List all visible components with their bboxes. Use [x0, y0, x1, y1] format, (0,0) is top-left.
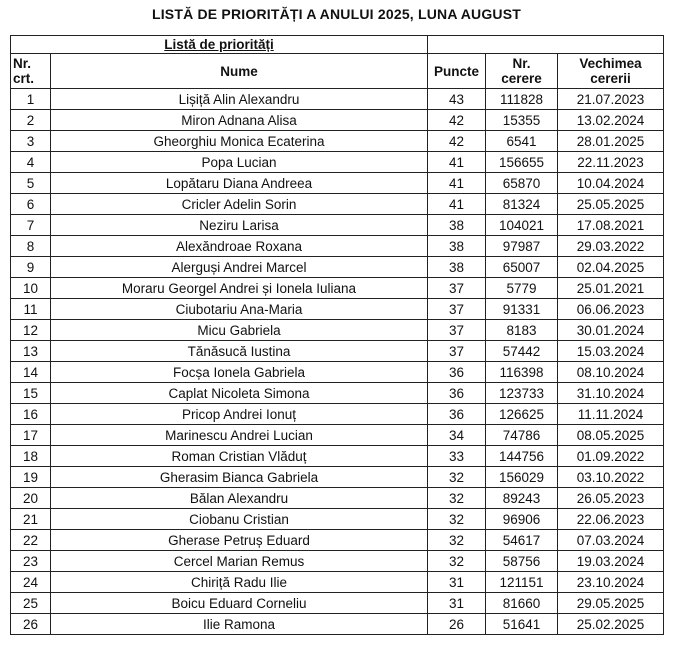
- cell-nume: Ciubotariu Ana-Maria: [51, 299, 428, 320]
- table-row: [11, 131, 664, 152]
- cell-vechime: 23.10.2024: [558, 572, 664, 593]
- table-row: [11, 509, 664, 530]
- cell-nr: 24: [11, 572, 51, 593]
- cell-nr: 15: [11, 383, 51, 404]
- table-row: [11, 152, 664, 173]
- cell-puncte: 36: [428, 362, 486, 383]
- table-group-header: [11, 36, 428, 54]
- cell-cerere: 6541: [486, 131, 558, 152]
- cell-puncte: 36: [428, 383, 486, 404]
- table-row: [11, 614, 664, 635]
- cell-puncte: 34: [428, 425, 486, 446]
- table-row: [11, 194, 664, 215]
- cell-cerere: 123733: [486, 383, 558, 404]
- table-row: [11, 383, 664, 404]
- cell-nume: Ilie Ramona: [51, 614, 428, 635]
- cell-cerere: 65870: [486, 173, 558, 194]
- cell-puncte: 26: [428, 614, 486, 635]
- cell-cerere: 8183: [486, 320, 558, 341]
- cell-nume: Gheorghiu Monica Ecaterina: [51, 131, 428, 152]
- table-row: [11, 362, 664, 383]
- cell-puncte: 37: [428, 320, 486, 341]
- cell-nume: Miron Adnana Alisa: [51, 110, 428, 131]
- cell-vechime: 17.08.2021: [558, 215, 664, 236]
- cell-nr: 5: [11, 173, 51, 194]
- header-cerere-label: Nr. cerere: [501, 56, 542, 86]
- cell-nume: Cercel Marian Remus: [51, 551, 428, 572]
- table-row: [11, 593, 664, 614]
- header-nume: Nume: [51, 54, 428, 89]
- cell-nr: 22: [11, 530, 51, 551]
- table-row: [11, 551, 664, 572]
- cell-vechime: 29.05.2025: [558, 593, 664, 614]
- document-title: LISTĂ DE PRIORITĂȚI A ANULUI 2025, LUNA AUGUST: [151, 6, 522, 22]
- cell-puncte: 41: [428, 173, 486, 194]
- cell-nume: Caplat Nicoleta Simona: [51, 383, 428, 404]
- cell-nume: Cricler Adelin Sorin: [51, 194, 428, 215]
- cell-cerere: 97987: [486, 236, 558, 257]
- cell-nr: 19: [11, 467, 51, 488]
- cell-vechime: 28.01.2025: [558, 131, 664, 152]
- cell-nr: 18: [11, 446, 51, 467]
- table-group-header-row: [11, 36, 664, 54]
- cell-vechime: 19.03.2024: [558, 551, 664, 572]
- table-row: [11, 446, 664, 467]
- cell-nume: Gherase Petruș Eduard: [51, 530, 428, 551]
- cell-nume: Lișiță Alin Alexandru: [51, 89, 428, 110]
- cell-cerere: 121151: [486, 572, 558, 593]
- table-row: [11, 425, 664, 446]
- cell-vechime: 21.07.2023: [558, 89, 664, 110]
- cell-puncte: 32: [428, 530, 486, 551]
- table-row: [11, 341, 664, 362]
- table-row: [11, 278, 664, 299]
- cell-nr: 20: [11, 488, 51, 509]
- cell-nr: 13: [11, 341, 51, 362]
- cell-nr: 25: [11, 593, 51, 614]
- cell-nr: 26: [11, 614, 51, 635]
- table-row: [11, 257, 664, 278]
- cell-vechime: 07.03.2024: [558, 530, 664, 551]
- cell-cerere: 5779: [486, 278, 558, 299]
- cell-nr: 17: [11, 425, 51, 446]
- cell-vechime: 22.06.2023: [558, 509, 664, 530]
- cell-cerere: 144756: [486, 446, 558, 467]
- cell-nume: Alexăndroae Roxana: [51, 236, 428, 257]
- cell-puncte: 38: [428, 215, 486, 236]
- cell-cerere: 58756: [486, 551, 558, 572]
- cell-cerere: 15355: [486, 110, 558, 131]
- cell-nr: 7: [11, 215, 51, 236]
- cell-vechime: 31.10.2024: [558, 383, 664, 404]
- cell-nume: Boicu Eduard Corneliu: [51, 593, 428, 614]
- cell-nume: Pricop Andrei Ionuț: [51, 404, 428, 425]
- cell-nr: 3: [11, 131, 51, 152]
- cell-cerere: 89243: [486, 488, 558, 509]
- table-row: [11, 467, 664, 488]
- cell-cerere: 156655: [486, 152, 558, 173]
- cell-nume: Moraru Georgel Andrei și Ionela Iuliana: [51, 278, 428, 299]
- cell-vechime: 08.05.2025: [558, 425, 664, 446]
- cell-vechime: 25.02.2025: [558, 614, 664, 635]
- cell-nume: Micu Gabriela: [51, 320, 428, 341]
- cell-vechime: 26.05.2023: [558, 488, 664, 509]
- cell-nr: 9: [11, 257, 51, 278]
- table-row: [11, 530, 664, 551]
- cell-vechime: 25.01.2021: [558, 278, 664, 299]
- table-row: [11, 110, 664, 131]
- cell-nume: Chiriță Radu Ilie: [51, 572, 428, 593]
- cell-cerere: 51641: [486, 614, 558, 635]
- cell-vechime: 11.11.2024: [558, 404, 664, 425]
- header-vechime: [558, 54, 664, 89]
- cell-vechime: 10.04.2024: [558, 173, 664, 194]
- table-group-header-empty: [428, 36, 664, 54]
- cell-puncte: 32: [428, 488, 486, 509]
- cell-nr: 6: [11, 194, 51, 215]
- cell-cerere: 65007: [486, 257, 558, 278]
- cell-puncte: 32: [428, 509, 486, 530]
- cell-vechime: 03.10.2022: [558, 467, 664, 488]
- cell-nume: Gherasim Bianca Gabriela: [51, 467, 428, 488]
- cell-nume: Bălan Alexandru: [51, 488, 428, 509]
- table-row: [11, 236, 664, 257]
- cell-vechime: 29.03.2022: [558, 236, 664, 257]
- table-row: [11, 488, 664, 509]
- cell-cerere: 96906: [486, 509, 558, 530]
- cell-nr: 10: [11, 278, 51, 299]
- cell-puncte: 41: [428, 152, 486, 173]
- cell-cerere: 116398: [486, 362, 558, 383]
- cell-nr: 14: [11, 362, 51, 383]
- cell-puncte: 41: [428, 194, 486, 215]
- cell-nume: Popa Lucian: [51, 152, 428, 173]
- cell-vechime: 30.01.2024: [558, 320, 664, 341]
- cell-nume: Alerguși Andrei Marcel: [51, 257, 428, 278]
- cell-vechime: 13.02.2024: [558, 110, 664, 131]
- cell-puncte: 32: [428, 467, 486, 488]
- table-header-row: [11, 54, 664, 89]
- cell-puncte: 31: [428, 593, 486, 614]
- priority-table: [10, 35, 664, 635]
- cell-nr: 23: [11, 551, 51, 572]
- cell-cerere: 156029: [486, 467, 558, 488]
- cell-nr: 2: [11, 110, 51, 131]
- cell-nr: 4: [11, 152, 51, 173]
- cell-vechime: 02.04.2025: [558, 257, 664, 278]
- cell-vechime: 25.05.2025: [558, 194, 664, 215]
- table-body: [11, 89, 664, 635]
- cell-puncte: 42: [428, 110, 486, 131]
- cell-vechime: 08.10.2024: [558, 362, 664, 383]
- cell-vechime: 15.03.2024: [558, 341, 664, 362]
- header-nr-label: Nr. crt.: [13, 56, 35, 86]
- cell-nume: Ciobanu Cristian: [51, 509, 428, 530]
- cell-nr: 21: [11, 509, 51, 530]
- cell-cerere: 54617: [486, 530, 558, 551]
- table-row: [11, 320, 664, 341]
- cell-cerere: 91331: [486, 299, 558, 320]
- cell-vechime: 22.11.2023: [558, 152, 664, 173]
- cell-cerere: 126625: [486, 404, 558, 425]
- cell-nr: 1: [11, 89, 51, 110]
- header-nr: [11, 54, 51, 89]
- table-row: [11, 404, 664, 425]
- cell-puncte: 38: [428, 236, 486, 257]
- cell-nume: Marinescu Andrei Lucian: [51, 425, 428, 446]
- table-row: [11, 173, 664, 194]
- cell-nume: Neziru Larisa: [51, 215, 428, 236]
- cell-puncte: 43: [428, 89, 486, 110]
- cell-puncte: 42: [428, 131, 486, 152]
- header-puncte: Puncte: [428, 54, 486, 89]
- cell-cerere: 57442: [486, 341, 558, 362]
- cell-nume: Roman Cristian Vlăduț: [51, 446, 428, 467]
- table-row: [11, 572, 664, 593]
- list-label: Listă de priorități: [164, 36, 274, 52]
- cell-cerere: 74786: [486, 425, 558, 446]
- cell-nume: Lopătaru Diana Andreea: [51, 173, 428, 194]
- cell-cerere: 81324: [486, 194, 558, 215]
- cell-cerere: 111828: [486, 89, 558, 110]
- table-row: [11, 89, 664, 110]
- cell-puncte: 32: [428, 551, 486, 572]
- cell-cerere: 81660: [486, 593, 558, 614]
- cell-puncte: 31: [428, 572, 486, 593]
- table-row: [11, 215, 664, 236]
- cell-vechime: 06.06.2023: [558, 299, 664, 320]
- cell-puncte: 33: [428, 446, 486, 467]
- cell-puncte: 37: [428, 278, 486, 299]
- cell-puncte: 36: [428, 404, 486, 425]
- cell-nume: Focșa Ionela Gabriela: [51, 362, 428, 383]
- header-vechime-label: Vechimea cererii: [579, 56, 642, 86]
- cell-puncte: 37: [428, 341, 486, 362]
- cell-nume: Tănăsucă Iustina: [51, 341, 428, 362]
- cell-nr: 12: [11, 320, 51, 341]
- cell-puncte: 37: [428, 299, 486, 320]
- cell-puncte: 38: [428, 257, 486, 278]
- cell-nr: 11: [11, 299, 51, 320]
- cell-vechime: 01.09.2022: [558, 446, 664, 467]
- header-cerere: [486, 54, 558, 89]
- table-row: [11, 299, 664, 320]
- cell-cerere: 104021: [486, 215, 558, 236]
- cell-nr: 16: [11, 404, 51, 425]
- cell-nr: 8: [11, 236, 51, 257]
